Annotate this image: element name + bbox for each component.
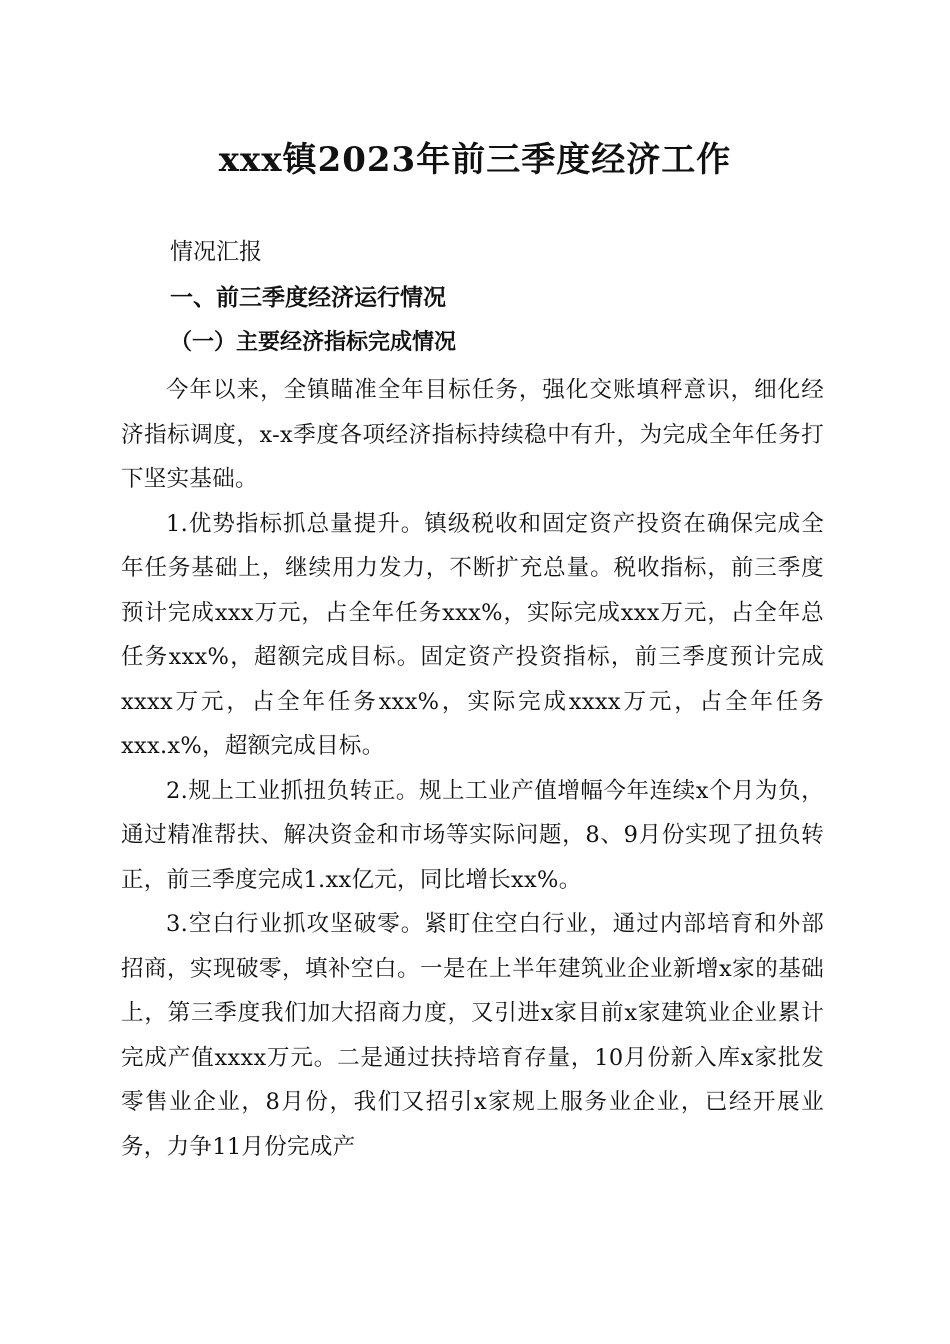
document-subtitle: 情况汇报 xyxy=(170,239,262,265)
paragraph-industrial-output: 2.规上工业抓扭负转正。规上工业产值增幅今年连续x个月为负，通过精准帮扶、解决资金和市场等实际问题，8、9月份实现了扭负转正，前三季度完成1.xx亿元，同比增长xx%。 xyxy=(121,777,824,893)
section-heading: 一、前三季度经济运行情况 xyxy=(170,285,446,311)
document-body xyxy=(121,368,824,1169)
paragraph-advantage-indicators: 1.优势指标抓总量提升。镇级税收和固定资产投资在确保完成全年任务基础上，继续用力发力，不断扩充总量。税收指标，前三季度预计完成xxx万元，占全年任务xxx%，实际完成xxx万元，占全年总任务xxx%，超额完成目标。固定资产投资指标，前三季度预计完成xxxx万元，占全年任务xxx%，实际完成xxxx万元，占全年任务xxx.x%，超额完成目标。 xyxy=(121,510,824,759)
paragraph-intro: 今年以来，全镇瞄准全年目标任务，强化交账填秤意识，细化经济指标调度，x-x季度各项经济指标持续稳中有升，为完成全年任务打下坚实基础。 xyxy=(121,377,824,492)
subsection-heading: （一）主要经济指标完成情况 xyxy=(170,329,457,355)
document-title: xxx镇2023年前三季度经济工作 xyxy=(218,140,732,180)
paragraph-blank-industries: 3.空白行业抓攻坚破零。紧盯住空白行业，通过内部培育和外部招商，实现破零，填补空白。一是在上半年建筑业企业新增x家的基础上，第三季度我们加大招商力度，又引进x家目前x家建筑业企业累计完成产值xxxx万元。二是通过扶持培育存量，10月份新入库x家批发零售业企业，8月份，我们又招引x家规上服务业企业，已经开展业务，力争11月份完成产 xyxy=(121,911,824,1160)
